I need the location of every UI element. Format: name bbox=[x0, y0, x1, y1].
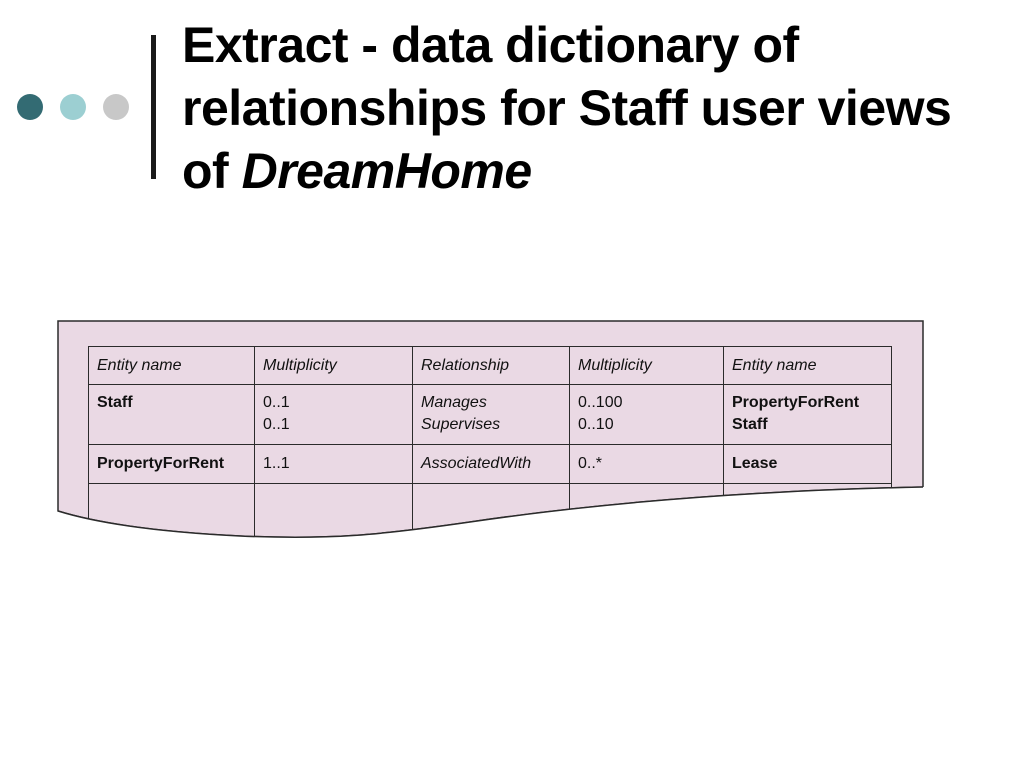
header-entity-name: Entity name bbox=[724, 347, 892, 385]
cell-entity: Lease bbox=[724, 445, 892, 484]
cell-multiplicity: 1..1 bbox=[255, 445, 413, 484]
cell-multiplicity: 0..* bbox=[570, 445, 724, 484]
table-row bbox=[89, 385, 892, 445]
cell-value: Staff bbox=[732, 416, 768, 433]
cell-empty bbox=[570, 484, 724, 541]
cell-entity: PropertyForRent bbox=[89, 445, 255, 484]
cell-value: Manages bbox=[421, 394, 487, 411]
cell-relationship bbox=[413, 385, 570, 445]
cell-value: 0..1 bbox=[263, 416, 290, 433]
cell-value: 0..10 bbox=[578, 416, 614, 433]
cell-empty bbox=[413, 484, 570, 541]
cell-entity bbox=[724, 385, 892, 445]
cell-empty bbox=[724, 484, 892, 541]
slide-title-text: Extract - data dictionary of relationships for Staff user views of bbox=[182, 17, 952, 199]
table-header-row bbox=[89, 347, 892, 385]
table-row-empty bbox=[89, 484, 892, 541]
cell-empty bbox=[89, 484, 255, 541]
header-relationship: Relationship bbox=[413, 347, 570, 385]
cell-value: PropertyForRent bbox=[732, 394, 860, 411]
cell-multiplicity bbox=[255, 385, 413, 445]
cell-value: 0..100 bbox=[578, 394, 623, 411]
cell-empty bbox=[255, 484, 413, 541]
cell-multiplicity bbox=[570, 385, 724, 445]
cell-value: 0..1 bbox=[263, 394, 290, 411]
cell-entity: Staff bbox=[89, 385, 255, 445]
header-multiplicity: Multiplicity bbox=[570, 347, 724, 385]
relationships-table bbox=[88, 346, 892, 541]
cell-value: Supervises bbox=[421, 416, 501, 433]
table-row bbox=[89, 445, 892, 484]
slide-title-italic: DreamHome bbox=[241, 143, 532, 199]
header-entity-name: Entity name bbox=[89, 347, 255, 385]
cell-relationship: AssociatedWith bbox=[413, 445, 570, 484]
header-multiplicity: Multiplicity bbox=[255, 347, 413, 385]
